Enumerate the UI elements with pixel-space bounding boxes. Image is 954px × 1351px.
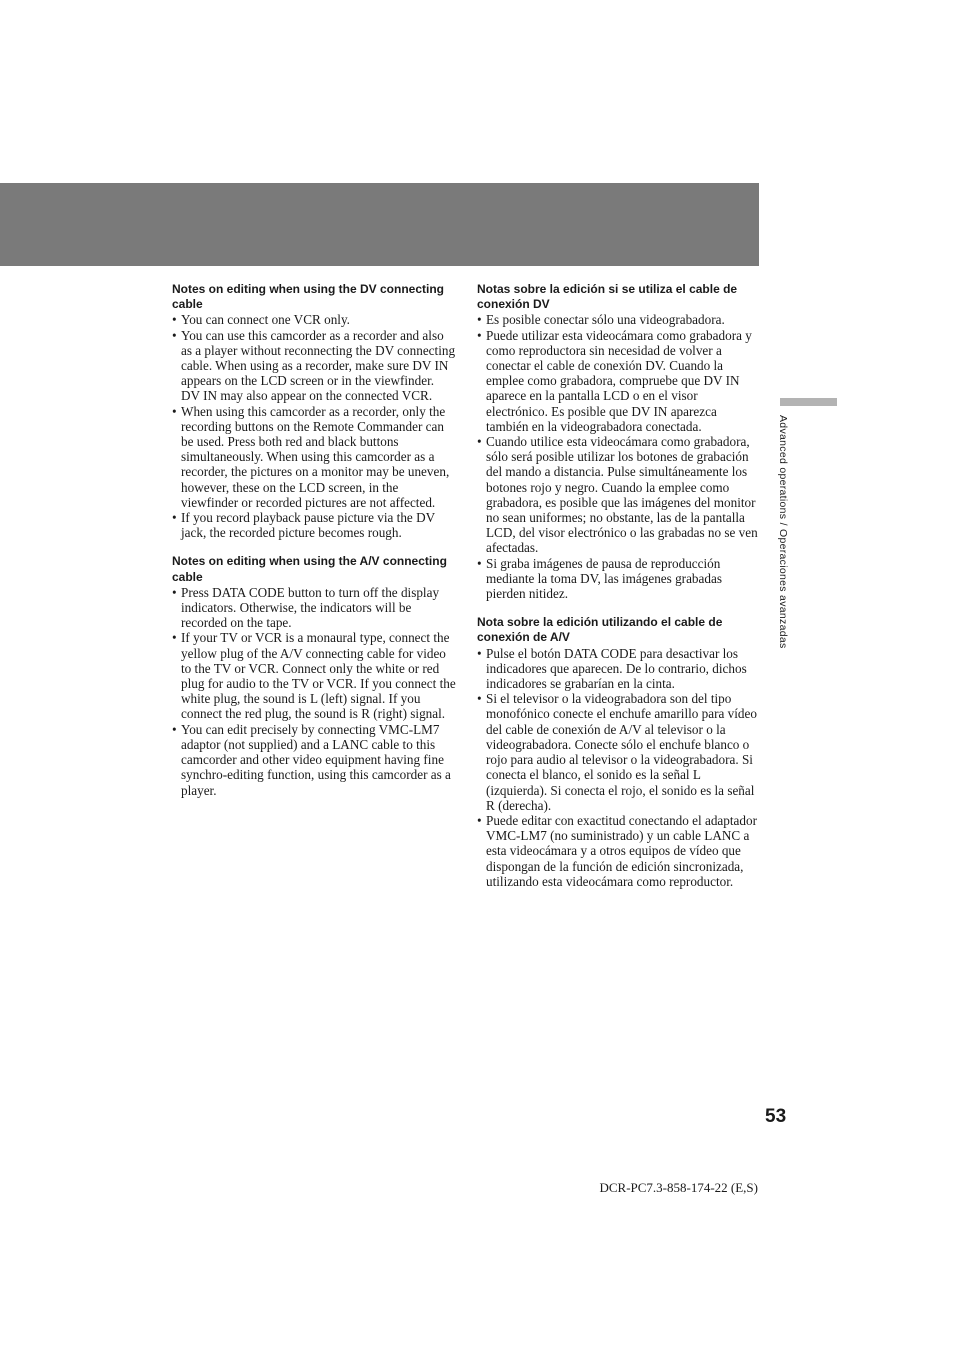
section-heading: Notes on editing when using the A/V connecting cable [172,554,447,584]
list-item: • Pulse el botón DATA CODE para desactivar los indicadores que aparecen. De lo contrario, dichos indicadores se grabarían en la cinta. [477,646,761,692]
list-item: • If you record playback pause picture via the DV jack, the recorded picture becomes rough. [172,510,456,540]
list-item: • When using this camcorder as a recorder, only the recording buttons on the Remote Commander can be used. Press both red and black buttons simultaneously. When using this camcorder as a recorder, the pictures on a monitor may be uneven, however, these on the LCD screen, in the viewfinder or recorded pictures are not affected. [172,404,456,510]
section-heading: Nota sobre la edición utilizando el cable de conexión de A/V [477,615,723,645]
page-number: 53 [765,1106,787,1127]
section-heading: Notes on editing when using the DV connecting cable [172,282,445,312]
list-item: • Puede editar con exactitud conectando el adaptador VMC-LM7 (no suministrado) y un cable LANC a esta videocámara y a otros equipos de vídeo que dispongan de la función de edición sincronizada, utilizando esta videocámara como reproductor. [477,813,761,889]
list-item: • You can connect one VCR only. [172,312,456,327]
section-dv-cable-notes-en [172,282,456,540]
model-code: DCR-PC7.3-858-174-22 (E,S) [599,1180,758,1195]
section-side-label: Advanced operations / Operaciones avanzadas [777,415,789,649]
bullet-list [172,312,456,540]
list-item: • Si el televisor o la videograbadora son del tipo monofónico conecte el enchufe amarillo para vídeo del cable de conexión de A/V al televisor o la videograbadora. Conecte sólo el enchufe blanco o rojo para audio al televisor o la videograbadora. Si conecta el blanco, el sonido es la señal L (izquierda). Si conecta el rojo, el sonido es la señal R (derecha). [477,691,761,813]
section-dv-cable-notes-es [477,282,761,601]
list-item: • Press DATA CODE button to turn off the display indicators. Otherwise, the indicators will be recorded on the tape. [172,585,456,631]
list-item: • Es posible conectar sólo una videograbadora. [477,312,761,327]
list-item: • Puede utilizar esta videocámara como grabadora y como reproductora sin necesidad de volver a conectar el cable de conexión DV. Cuando la emplee como grabadora, compruebe que DV IN aparece en la pantalla LCD o en el visor electrónico. Es posible que DV IN aparezca también en la videograbadora conectada. [477,328,761,434]
bullet-list [477,312,761,601]
section-heading: Notas sobre la edición si se utiliza el cable de conexión DV [477,282,738,312]
header-band [0,183,759,266]
section-av-cable-notes-en [172,554,456,797]
list-item: • Si graba imágenes de pausa de reproducción mediante la toma DV, las imágenes grabadas pierden nitidez. [477,556,761,602]
list-item: • You can use this camcorder as a recorder and also as a player without reconnecting the DV connecting cable. When using as a recorder, make sure DV IN appears on the LCD screen or in the viewfinder. DV IN may also appear on the connected VCR. [172,328,456,404]
list-item: • You can edit precisely by connecting VMC-LM7 adaptor (not supplied) and a LANC cable to this camcorder and other video equipment having fine synchro-editing function, using this camcorder as a player. [172,722,456,798]
bullet-list [172,585,456,798]
section-av-cable-notes-es [477,615,761,889]
bullet-list [477,646,761,889]
english-column [172,282,456,812]
spanish-column [477,282,761,903]
list-item: • Cuando utilice esta videocámara como grabadora, sólo será posible utilizar los botones de grabación del mando a distancia. Pulse simultáneamente los botones rojo y negro. Cuando la emplee como grabadora, es posible que las imágenes del monitor no sean uniformes; no obstante, las de la pantalla LCD, del visor electrónico o las grabadas no se ven afectadas. [477,434,761,556]
section-tab-marker [780,398,837,406]
list-item: • If your TV or VCR is a monaural type, connect the yellow plug of the A/V connecting cable for video to the TV or VCR. Connect only the white or red plug for audio to the TV or VCR. If you connect the white plug, the sound is L (left) signal. If you connect the red plug, the sound is R (right) signal. [172,630,456,721]
